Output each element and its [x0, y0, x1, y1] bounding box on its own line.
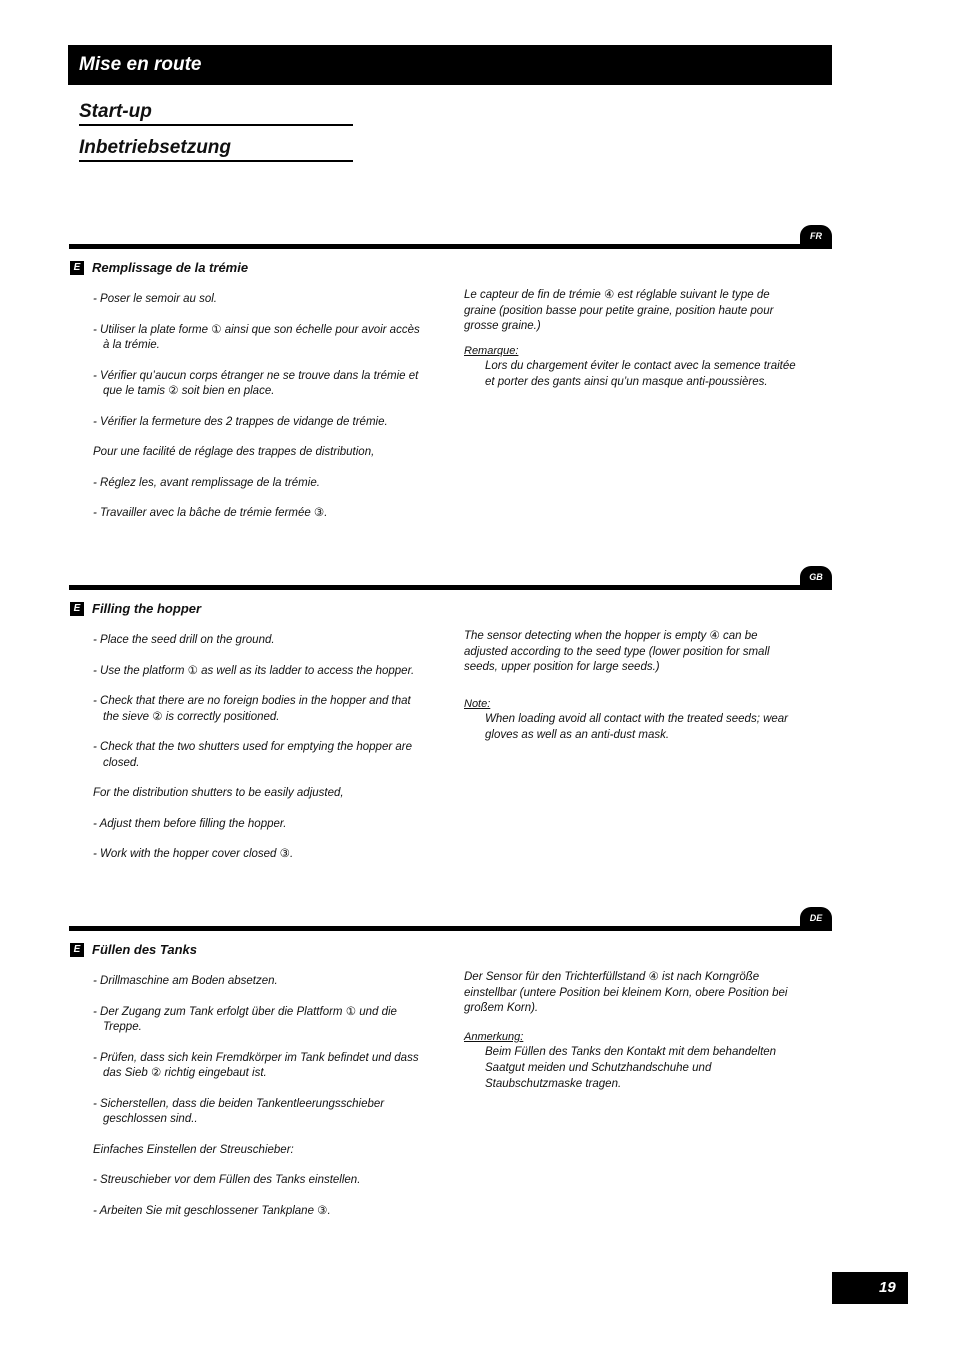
notes-column — [464, 970, 804, 1092]
section-title — [70, 942, 197, 958]
section-title-text: Filling the hopper — [92, 601, 202, 616]
instruction-item: - Vérifier la fermeture des 2 trappes de vidange de trémie. — [93, 415, 388, 428]
note-label: Remarque: — [464, 344, 519, 357]
sensor-text: Le capteur de fin de trémie ④ est réglable suivant le type de graine (position basse pour petite graine, position haute pour grosse graine.) — [464, 289, 774, 332]
note-label: Anmerkung: — [464, 1030, 524, 1043]
note-label: Note: — [464, 697, 491, 710]
section-marker: E — [70, 943, 84, 957]
notes-column — [464, 288, 804, 390]
chapter-title: Mise en route — [79, 54, 202, 75]
instruction-item: - Arbeiten Sie mit geschlossener Tankplane ③. — [93, 1204, 331, 1217]
instruction-item: - Adjust them before filling the hopper. — [93, 817, 287, 830]
instruction-item: - Place the seed drill on the ground. — [93, 634, 275, 646]
instruction-item: - Check that there are no foreign bodies in the hopper and that the sieve ② is correctly positioned. — [93, 695, 411, 723]
instructions-column — [93, 633, 423, 878]
section-marker: E — [70, 261, 84, 275]
chapter-title-bar — [68, 45, 832, 85]
section-rule — [69, 244, 832, 249]
subtitle-german: Inbetriebsetzung — [79, 137, 353, 162]
instruction-item: - Der Zugang zum Tank erfolgt über die Plattform ① und die Treppe. — [93, 1005, 397, 1033]
section-title — [70, 260, 248, 276]
instruction-item: - Use the platform ① as well as its ladder to access the hopper. — [93, 664, 415, 677]
section-title — [70, 601, 201, 617]
instruction-item: - Streuschieber vor dem Füllen des Tanks einstellen. — [93, 1174, 361, 1186]
section-rule — [69, 926, 832, 931]
instruction-item: - Poser le semoir au sol. — [93, 293, 217, 305]
sensor-text: The sensor detecting when the hopper is empty ④ can be adjusted according to the seed type (lower position for small seeds, upper position for large seeds.) — [464, 630, 770, 673]
section-marker: E — [70, 602, 84, 616]
language-badge: DE — [800, 907, 832, 928]
notes-column — [464, 629, 804, 743]
instruction-item: - Drillmaschine am Boden absetzen. — [93, 975, 278, 987]
instruction-intro: For the distribution shutters to be easily adjusted, — [93, 787, 344, 799]
instruction-item: - Sicherstellen, dass die beiden Tankentleerungsschieber geschlossen sind.. — [93, 1097, 385, 1125]
sensor-text: Der Sensor für den Trichterfüllstand ④ ist nach Korngröße einstellbar (untere Position bei kleinem Korn, obere Position bei großem Korn). — [464, 971, 788, 1014]
instruction-item: - Travailler avec la bâche de trémie fermée ③. — [93, 507, 328, 519]
instructions-column — [93, 974, 423, 1234]
instruction-item: - Check that the two shutters used for emptying the hopper are closed. — [93, 741, 412, 769]
note-text: Beim Füllen des Tanks den Kontakt mit dem behandelten Saatgut meiden und Schutzhandschuhe und Staubschutzmaske tragen. — [485, 1045, 777, 1090]
subtitle-english: Start-up — [79, 101, 353, 126]
instruction-item: - Vérifier qu’aucun corps étranger ne se trouve dans la trémie et que le tamis ② soit bien en place. — [93, 369, 419, 397]
language-badge: FR — [800, 225, 832, 246]
instruction-item: - Utiliser la plate forme ① ainsi que son échelle pour avoir accès à la trémie. — [93, 323, 420, 351]
section-title-text: Füllen des Tanks — [92, 942, 197, 957]
instruction-item: - Work with the hopper cover closed ③. — [93, 848, 294, 860]
note-text: When loading avoid all contact with the treated seeds; wear gloves as well as an anti-dust mask. — [485, 712, 789, 741]
instruction-intro: Pour une facilité de réglage des trappes de distribution, — [93, 446, 375, 458]
note-text: Lors du chargement éviter le contact avec la semence traitée et porter des gants ainsi qu’un masque anti-poussières. — [485, 359, 796, 388]
language-badge: GB — [800, 566, 832, 587]
instructions-column — [93, 292, 423, 537]
section-rule — [69, 585, 832, 590]
instruction-item: - Réglez les, avant remplissage de la trémie. — [93, 476, 320, 489]
instruction-intro: Einfaches Einstellen der Streuschieber: — [93, 1143, 294, 1156]
section-title-text: Remplissage de la trémie — [92, 260, 249, 275]
page-number: 19 — [832, 1272, 908, 1304]
instruction-item: - Prüfen, dass sich kein Fremdkörper im Tank befindet und dass das Sieb ② richtig eingebaut ist. — [93, 1051, 419, 1079]
